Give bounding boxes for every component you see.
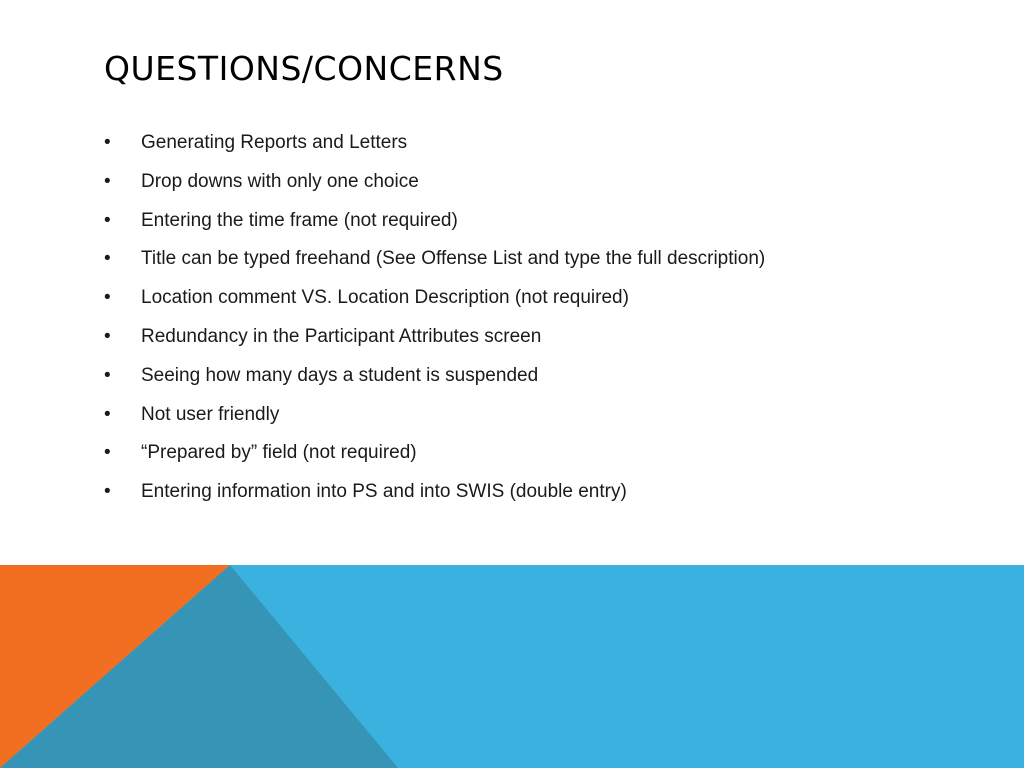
decorative-footer-band xyxy=(0,565,1024,768)
bullet-icon: • xyxy=(104,364,111,386)
list-item xyxy=(104,438,765,477)
list-item-text: Entering the time frame (not required) xyxy=(141,209,458,231)
bullet-icon: • xyxy=(104,325,111,347)
list-item xyxy=(104,400,765,439)
list-item xyxy=(104,361,765,400)
list-item xyxy=(104,283,765,322)
bullet-icon: • xyxy=(104,132,111,153)
list-item xyxy=(104,477,765,516)
list-item xyxy=(104,322,765,361)
bullet-icon: • xyxy=(104,209,111,231)
bullet-icon: • xyxy=(104,403,111,425)
list-item xyxy=(104,167,765,206)
list-item xyxy=(104,206,765,245)
bullet-icon: • xyxy=(104,481,111,503)
list-item xyxy=(104,128,765,167)
list-item-text: Redundancy in the Participant Attributes screen xyxy=(141,325,542,347)
list-item-text: Not user friendly xyxy=(141,403,280,425)
list-item-text: Seeing how many days a student is suspended xyxy=(141,364,539,386)
bullet-list xyxy=(104,128,765,516)
list-item-text: Drop downs with only one choice xyxy=(141,170,419,192)
list-item xyxy=(104,244,765,283)
bullet-icon: • xyxy=(104,170,111,192)
list-item-text: Location comment VS. Location Description (not required) xyxy=(141,287,629,309)
bullet-icon: • xyxy=(104,442,111,464)
slide-title: QUESTIONS/CONCERNS xyxy=(104,49,504,88)
list-item-text: Generating Reports and Letters xyxy=(141,132,408,153)
list-item-text: Entering information into PS and into SWIS (double entry) xyxy=(141,481,627,503)
bullet-icon: • xyxy=(104,287,111,309)
list-item-text: Title can be typed freehand (See Offense List and type the full description) xyxy=(141,248,766,270)
list-item-text: “Prepared by” field (not required) xyxy=(141,442,417,464)
bullet-icon: • xyxy=(104,248,111,270)
